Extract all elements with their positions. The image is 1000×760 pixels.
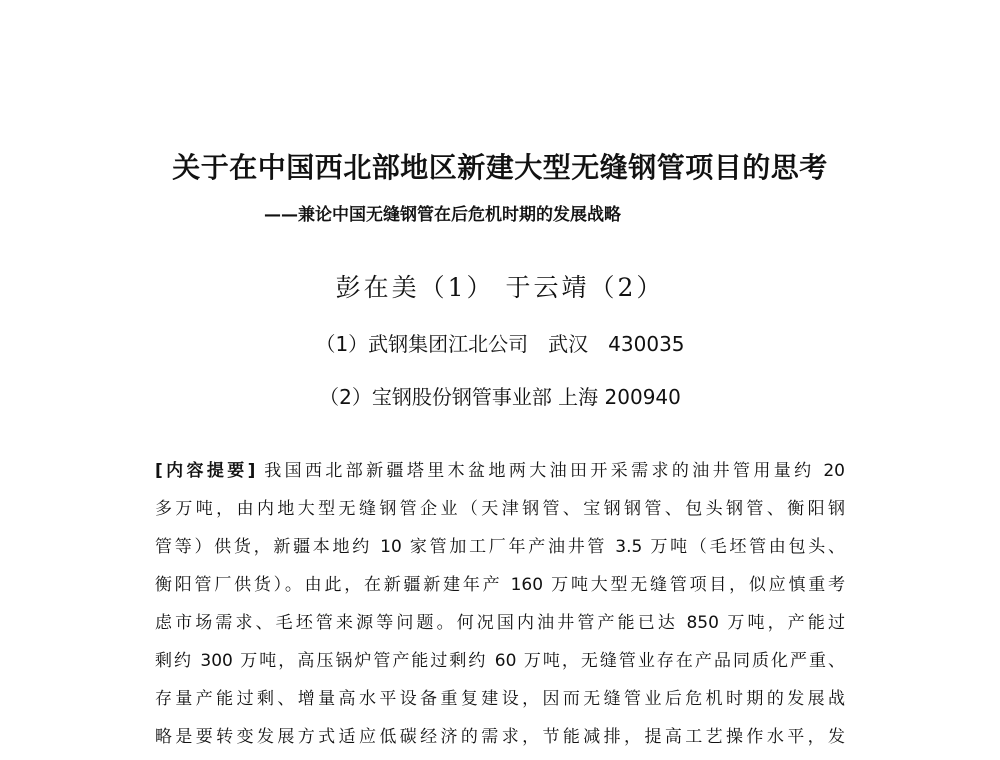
- abstract-line: 管等）供货，新疆本地约 10 家管加工厂年产油井管 3.5 万吨（毛坯管由包头、: [155, 537, 845, 557]
- abstract-line: 存量产能过剩、增量高水平设备重复建设，因而无缝管业后危机时期的发展战: [155, 689, 845, 709]
- abstract-line-text: 我国西北部新疆塔里木盆地两大油田开采需求的油井管用量约 20: [255, 461, 845, 481]
- abstract-line: 多万吨，由内地大型无缝钢管企业（天津钢管、宝钢钢管、包头钢管、衡阳钢: [155, 499, 845, 519]
- affiliation-2: （2）宝钢股份钢管事业部 上海 200940: [319, 385, 681, 409]
- abstract-line: 虑市场需求、毛坯管来源等问题。何况国内油井管产能已达 850 万吨，产能过: [155, 613, 845, 633]
- abstract-line: 剩约 300 万吨，高压锅炉管产能过剩约 60 万吨，无缝管业存在产品同质化严重、: [155, 651, 845, 671]
- abstract: [155, 452, 845, 756]
- paper-subtitle: ——兼论中国无缝钢管在后危机时期的发展战略: [264, 205, 621, 225]
- paper-title: 关于在中国西北部地区新建大型无缝钢管项目的思考: [172, 151, 828, 184]
- abstract-line: 略是要转变发展方式适应低碳经济的需求，节能减排，提高工艺操作水平，发: [155, 727, 845, 747]
- affiliation-1: （1）武钢集团江北公司 武汉 430035: [315, 332, 685, 356]
- author-list: 彭在美（1） 于云靖（2）: [335, 273, 665, 302]
- abstract-label: [内容提要]: [155, 461, 256, 481]
- abstract-line: 衡阳管厂供货）。由此，在新疆新建年产 160 万吨大型无缝管项目，似应慎重考: [155, 575, 845, 595]
- abstract-line: [155, 452, 845, 490]
